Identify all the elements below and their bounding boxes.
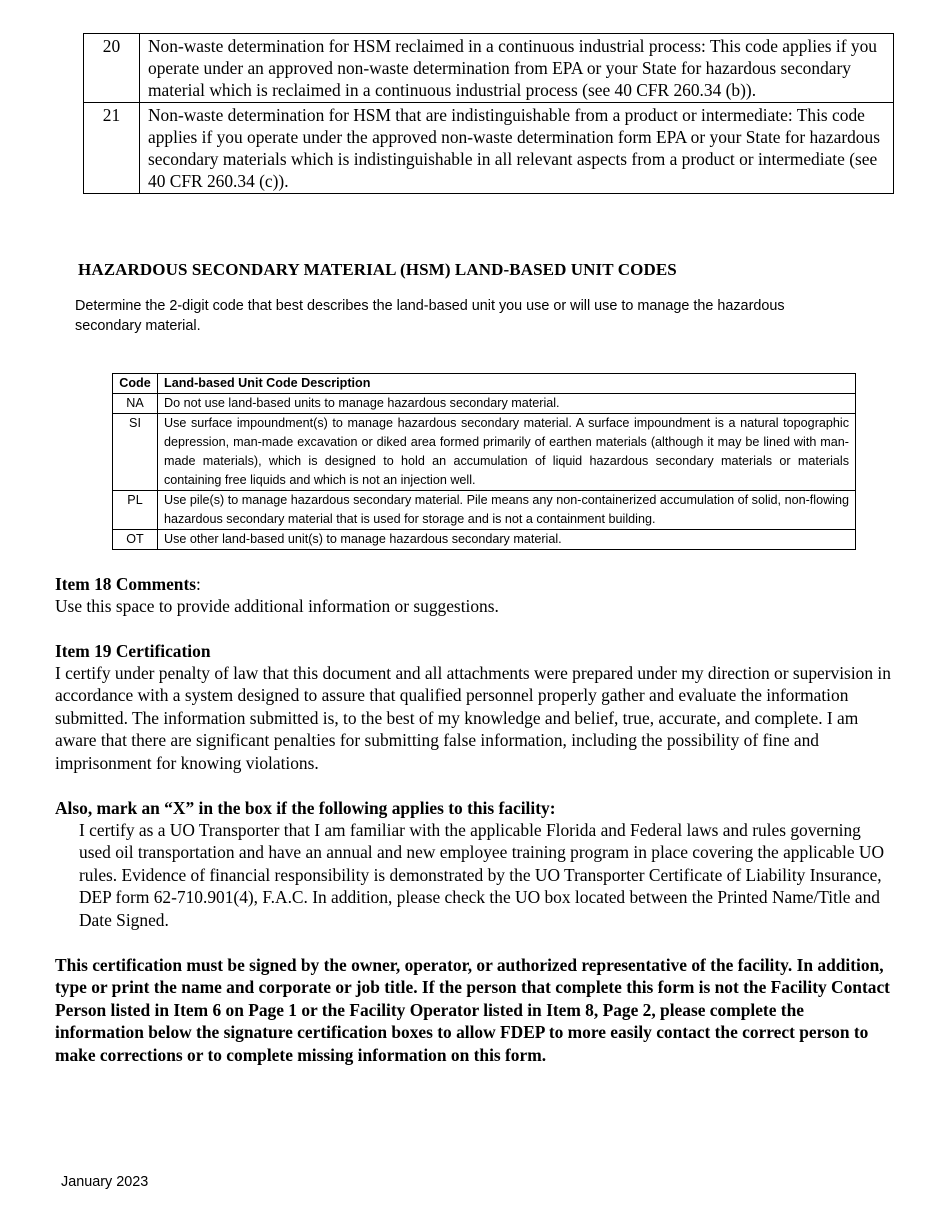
column-header-code: Code bbox=[113, 374, 158, 394]
code-cell: NA bbox=[113, 394, 158, 414]
code-cell: SI bbox=[113, 414, 158, 491]
table-header-row bbox=[113, 374, 856, 394]
item18-title: Item 18 Comments bbox=[55, 574, 197, 594]
code-cell: OT bbox=[113, 530, 158, 550]
item18-colon: : bbox=[196, 574, 201, 594]
section-heading: HAZARDOUS SECONDARY MATERIAL (HSM) LAND-BASED UNIT CODES bbox=[78, 260, 677, 279]
item18-text: Use this space to provide additional information or suggestions. bbox=[55, 596, 499, 616]
footer-date: January 2023 bbox=[61, 1174, 149, 1190]
description-cell: Non-waste determination for HSM that are indistinguishable from a product or intermediate: This code applies if you operate under the approved non-waste determination form EPA or your State for hazardous secondary materials which is indistinguishable in all relevant aspects from a product or intermediate (see 40 CFR 260.34 (c)). bbox=[140, 103, 894, 194]
table-row bbox=[84, 34, 894, 103]
description-cell: Non-waste determination for HSM reclaimed in a continuous industrial process: This code applies if you operate under an approved non-waste determination from EPA or your State for hazardous secondary material which is reclaimed in a continuous industrial process (see 40 CFR 260.34 (b)). bbox=[140, 34, 894, 103]
non-waste-code-table bbox=[83, 33, 894, 194]
land-based-unit-table bbox=[112, 373, 856, 550]
code-cell: PL bbox=[113, 491, 158, 530]
table-row bbox=[84, 103, 894, 194]
item19-certification-text: I certify under penalty of law that this document and all attachments were prepared under my direction or supervision in accordance with a system designed to assure that qualified personnel properly gather and evaluate the information submitted. The information submitted is, to the best of my knowledge and belief, true, accurate, and complete. I am aware that there are significant penalties for submitting false information, including the possibility of fine and imprisonment for knowing violations. bbox=[55, 663, 891, 773]
description-cell: Use other land-based unit(s) to manage hazardous secondary material. bbox=[158, 530, 856, 550]
item19-title: Item 19 Certification bbox=[55, 641, 211, 661]
code-cell: 20 bbox=[84, 34, 140, 103]
table-row bbox=[113, 530, 856, 550]
column-header-description: Land-based Unit Code Description bbox=[158, 374, 856, 394]
description-cell: Use pile(s) to manage hazardous secondary material. Pile means any non-containerized accumulation of solid, non-flowing hazardous secondary material that is used for storage and is not a containment building. bbox=[158, 491, 856, 530]
description-cell: Use surface impoundment(s) to manage hazardous secondary material. A surface impoundment is a natural topographic depression, man-made excavation or diked area formed primarily of earthen materials (although it may be lined with man-made materials), which is designed to hold an accumulation of liquid hazardous secondary materials or materials containing free liquids and which is not an injection well. bbox=[158, 414, 856, 491]
table-row bbox=[113, 414, 856, 491]
item18-heading bbox=[55, 573, 895, 595]
uo-transporter-heading: Also, mark an “X” in the box if the following applies to this facility: bbox=[55, 798, 556, 818]
description-cell: Do not use land-based units to manage hazardous secondary material. bbox=[158, 394, 856, 414]
uo-transporter-text: I certify as a UO Transporter that I am familiar with the applicable Florida and Federal laws and rules governing used oil transportation and have an annual and new employee training program in place covering the applicable UO rules. Evidence of financial responsibility is demonstrated by the UO Transporter Certificate of Liability Insurance, DEP form 62-710.901(4), F.A.C. In addition, please check the UO box located between the Printed Name/Title and Date Signed. bbox=[79, 820, 885, 930]
table-row bbox=[113, 394, 856, 414]
section-intro: Determine the 2-digit code that best describes the land-based unit you use or will use to manage the hazardous secondary material. bbox=[75, 298, 785, 334]
code-cell: 21 bbox=[84, 103, 140, 194]
table-row bbox=[113, 491, 856, 530]
signature-instructions: This certification must be signed by the owner, operator, or authorized representative of the facility. In addition, type or print the name and corporate or job title. If the person that complete this form is not the Facility Contact Person listed in Item 6 on Page 1 or the Facility Operator listed in Item 8, Page 2, please complete the information below the signature certification boxes to allow FDEP to more easily contact the correct person to make corrections or to complete missing information on this form. bbox=[55, 955, 890, 1065]
